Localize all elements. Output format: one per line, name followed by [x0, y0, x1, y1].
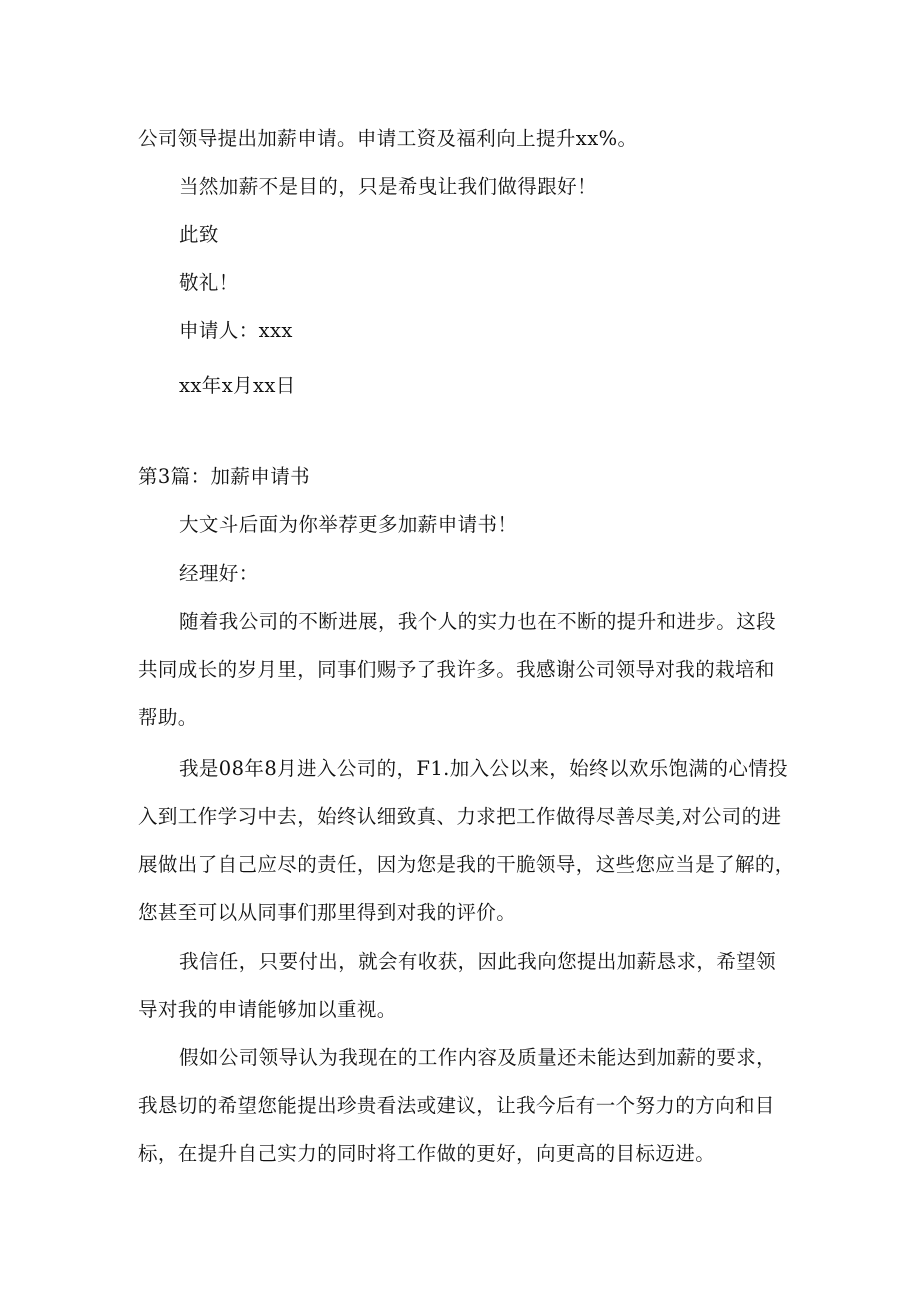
paragraph-line: 标，在提升自己实力的同时将工作做的更好，向更高的目标迈进。 — [138, 1142, 716, 1165]
paragraph-line: 我恳切的希望您能提出珍贵看法或建议，让我今后有一个努力的方向和目 — [138, 1094, 775, 1117]
date-line: xx年x月xx日 — [179, 374, 296, 397]
paragraph-line: 我信任，只要付出，就会有收获，因此我向您提出加薪恳求，希望领 — [179, 950, 777, 973]
closing-salutation: 此致 — [179, 223, 219, 246]
paragraph-line: 大文斗后面为你举荐更多加薪申请书！ — [179, 513, 518, 536]
paragraph-line: 您甚至可以从同事们那里得到对我的评价。 — [138, 901, 517, 924]
paragraph-line: 共同成长的岁月里，同事们赐予了我许多。我感谢公司领导对我的栽培和 — [138, 658, 775, 681]
letter-greeting: 经理好： — [179, 562, 259, 585]
applicant-signature: 申请人：xxx — [179, 319, 293, 342]
section-title: 第3篇：加薪申请书 — [138, 465, 311, 488]
paragraph-line: 公司领导提出加薪申请。申请工资及福利向上提升xx%。 — [138, 127, 638, 150]
paragraph-line: 入到工作学习中去，始终认细致真、力求把工作做得尽善尽美,对公司的进 — [138, 805, 782, 828]
paragraph-line: 帮助。 — [138, 706, 198, 729]
paragraph-line: 我是08年8月进入公司的，F1.加入公以来，始终以欢乐饱满的心情投 — [179, 757, 789, 780]
paragraph-line: 当然加薪不是目的，只是希曳让我们做得跟好！ — [179, 175, 597, 198]
closing-regards: 敬礼！ — [179, 271, 239, 294]
paragraph-line: 展做出了自己应尽的责任，因为您是我的干脆领导，这些您应当是了解的， — [138, 853, 795, 876]
paragraph-line: 导对我的申请能够加以重视。 — [138, 998, 397, 1021]
paragraph-line: 随着我公司的不断进展，我个人的实力也在不断的提升和进步。这段 — [179, 610, 777, 633]
paragraph-line: 假如公司领导认为我现在的工作内容及质量还未能达到加薪的要求， — [179, 1046, 777, 1069]
